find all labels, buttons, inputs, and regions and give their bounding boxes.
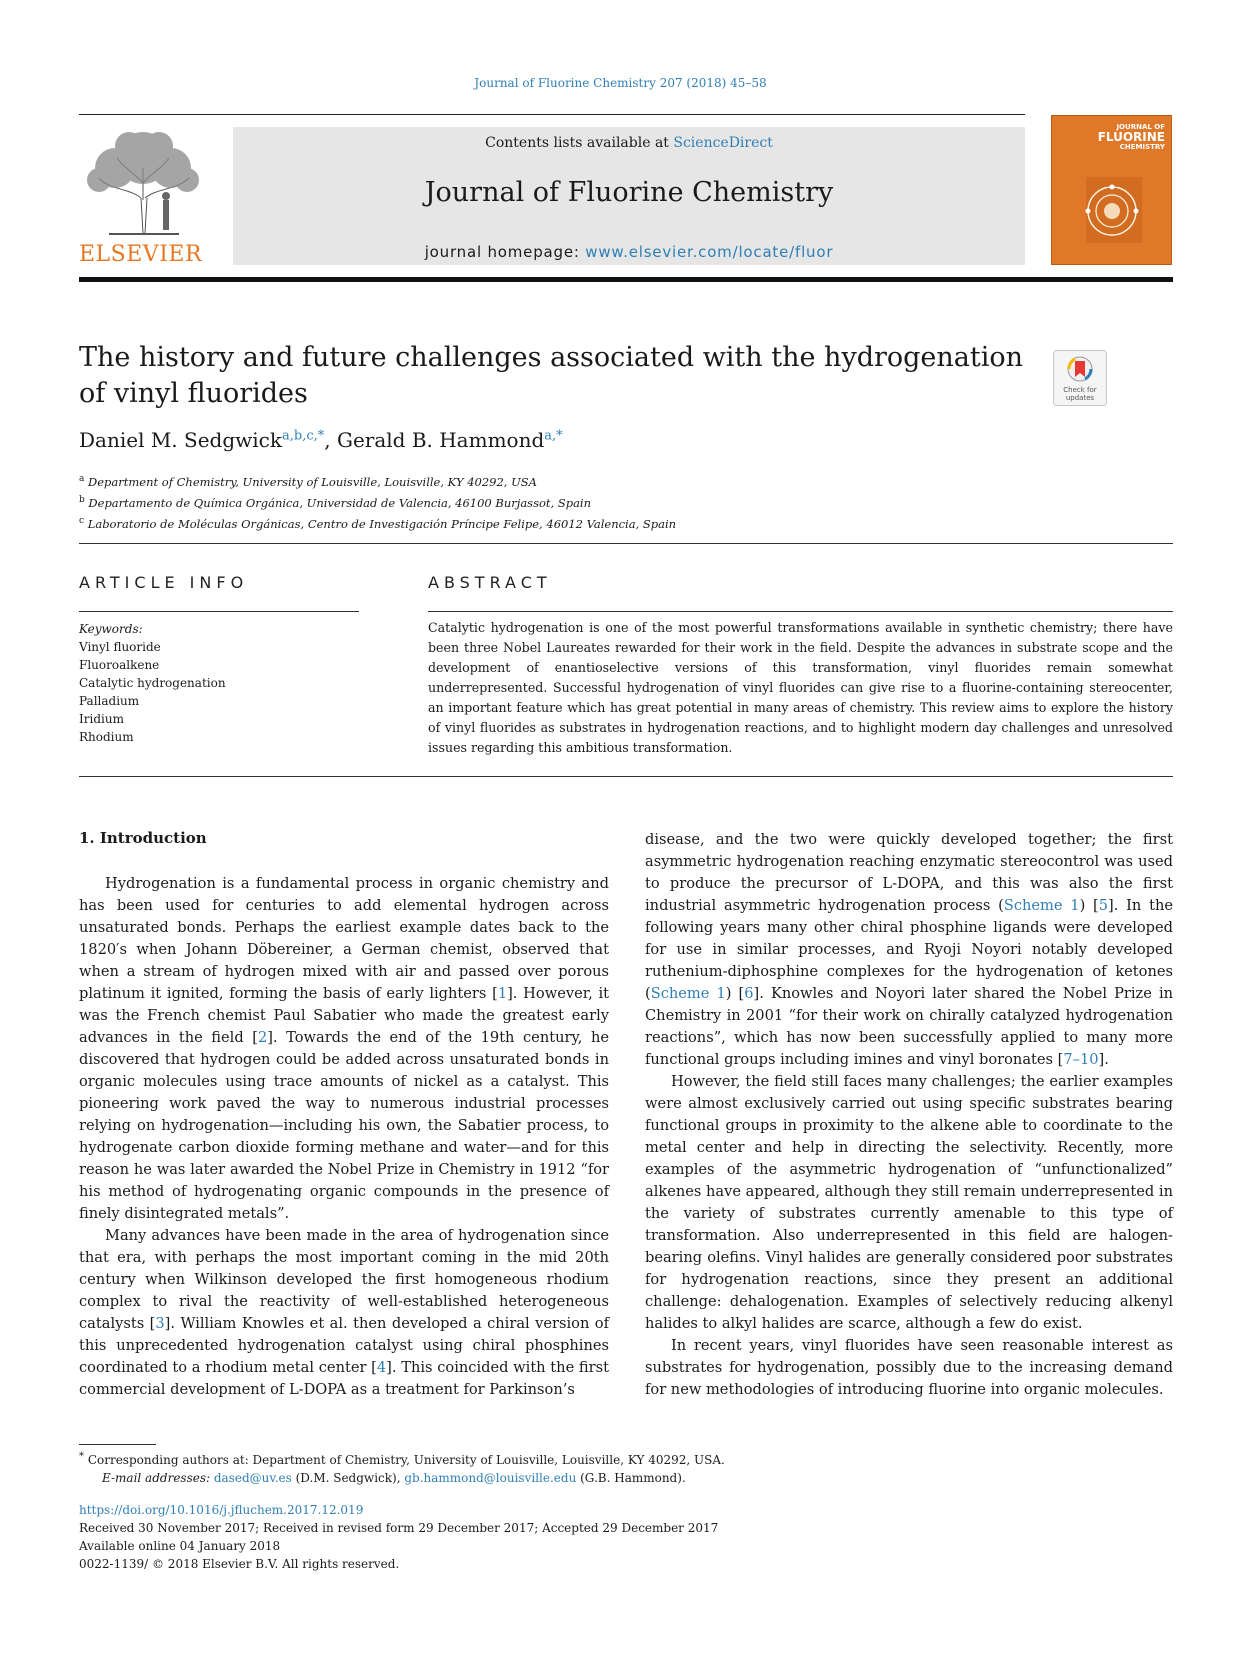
abstract-text: Catalytic hydrogenation is one of the most powerful transformations available in synthetic chemistry; there have been three Nobel Laureates rewarded for their work in the field. Despite the advances in substrate scope and the development of enantioselective versions of this transformation, vinyl fluorides remain somewhat underrepresented. Successful hydrogenation of vinyl fluorides can give rise to a fluorine-containing stereocenter, an important feature which has great potential in many areas of chemistry. This review aims to explore the history of vinyl fluorides as substrates in hydrogenation reactions, and to highlight modern day challenges and unresolved issues regarding this ambitious transformation.	[428, 620, 1173, 755]
abstract-bottom-rule	[79, 776, 1173, 777]
footnote-rule	[79, 1444, 156, 1445]
check-for-updates-button[interactable]	[1053, 350, 1107, 406]
contents-line	[233, 135, 1025, 151]
article-info-heading: ARTICLE INFO	[79, 573, 249, 592]
publication-info	[79, 1501, 718, 1573]
body-column-left	[79, 873, 609, 1401]
journal-cover[interactable]	[1051, 115, 1172, 265]
reference-link[interactable]: 5	[1098, 897, 1109, 914]
affiliation-item: $^b$ Departamento de Química Orgánica, Universidad de Valencia, 46100 Burjassot, Spain	[79, 494, 592, 510]
keyword-item: Catalytic hydrogenation	[79, 676, 226, 690]
reference-link[interactable]: 2	[257, 1029, 268, 1046]
homepage-link[interactable]: www.elsevier.com/locate/fluor	[585, 243, 834, 261]
scheme-link[interactable]: Scheme 1	[650, 985, 726, 1002]
email-link[interactable]: dased@uv.es	[213, 1471, 292, 1485]
affiliation-item: $^a$ Department of Chemistry, University of Louisville, Louisville, KY 40292, USA	[79, 474, 537, 489]
journal-citation-link[interactable]: Journal of Fluorine Chemistry 207 (2018) 45–58	[474, 76, 767, 90]
contents-prefix: Contents lists available at	[485, 135, 674, 151]
cover-title-line-2: FLUORINE	[1097, 130, 1165, 145]
email-addresses: E-mail addresses: dased@uv.es (D.M. Sedgwick), gb.hammond@louisville.edu (G.B. Hammond).	[102, 1471, 686, 1485]
keyword-item: Palladium	[79, 694, 140, 708]
paragraph: disease, and the two were quickly developed together; the first asymmetric hydrogenation reaching enzymatic stereocontrol was used to produce the precursor of L-DOPA, and this was also the first industrial asymmetric hydrogenation process (Scheme 1) [5]. In the following years many other chiral phosphine ligands were developed for use in similar processes, and Ryoji Noyori notably developed ruthenium-diphosphine complexes for the hydrogenation of ketones (Scheme 1) [6]. Knowles and Noyori later shared the Nobel Prize in Chemistry in 2001 “for their work on chirally catalyzed hydrogenation reactions”, which has now been successfully applied to many more functional groups including imines and vinyl boronates [7–10].	[645, 831, 1174, 1068]
body-column-right	[645, 829, 1173, 1401]
abstract-heading: ABSTRACT	[428, 573, 552, 592]
footnotes	[79, 1448, 725, 1487]
sciencedirect-link[interactable]: ScienceDirect	[673, 135, 773, 151]
affiliation-item: $^c$ Laboratorio de Moléculas Orgánicas, Centro de Investigación Príncipe Felipe, 46012 Valencia, Spain	[79, 515, 677, 531]
article-info-rule	[79, 611, 359, 612]
author-affiliation-marks[interactable]: a,b,c,*	[282, 428, 325, 444]
introduction-heading: 1. Introduction	[79, 829, 207, 847]
cover-title-line-3: CHEMISTRY	[1119, 142, 1165, 151]
author-affiliation-marks[interactable]: a,*	[544, 428, 563, 444]
paragraph: Hydrogenation is a fundamental process in organic chemistry and has been used for centuries to add elemental hydrogen across unsaturated bonds. Perhaps the earliest example dates back to the 1820′s when Johann Döbereiner, a German chemist, observed that when a stream of hydrogen mixed with air and passed over porous platinum it ignited, forming the basis of early lighters [1]. However, it was the French chemist Paul Sabatier who made the greatest early advances in the field [2]. Towards the end of the 19th century, he discovered that hydrogen could be added across unsaturated bonds in organic molecules using trace amounts of nickel as a catalyst. This pioneering work paved the way to numerous industrial processes relying on hydrogenation—including his own, the Sabatier process, to hydrogenate carbon dioxide forming methane and water—and for this reason he was later awarded the Nobel Prize in Chemistry in 1912 “for his method of hydrogenating organic compounds in the presence of finely disintegrated metals”.	[79, 875, 609, 1222]
email-link[interactable]: gb.hammond@louisville.edu	[404, 1471, 577, 1485]
journal-masthead	[233, 127, 1025, 265]
journal-title: Journal of Fluorine Chemistry	[424, 177, 834, 208]
homepage-prefix: journal homepage:	[424, 243, 586, 261]
keyword-item: Iridium	[79, 712, 124, 726]
reference-link[interactable]: 7–10	[1063, 1051, 1099, 1068]
reference-link[interactable]: 1	[497, 985, 508, 1002]
scheme-link[interactable]: Scheme 1	[1003, 897, 1080, 914]
doi-link[interactable]: https://doi.org/10.1016/j.jfluchem.2017.12.019	[79, 1503, 364, 1517]
copyright: 0022-1139/ © 2018 Elsevier B.V. All rights reserved.	[79, 1557, 400, 1571]
author-name: Gerald B. Hammond	[336, 428, 545, 452]
bookmark-icon	[1065, 355, 1095, 385]
abstract-rule	[428, 611, 1173, 612]
cover-title-line-1: JOURNAL OF	[1116, 123, 1165, 131]
homepage-line	[233, 243, 1025, 261]
check-for-updates-label: Check for updates	[1063, 386, 1097, 402]
received-dates: Received 30 November 2017; Received in revised form 29 December 2017; Accepted 29 December 2017	[79, 1521, 719, 1535]
keyword-item: Fluoroalkene	[79, 658, 160, 672]
header-thick-rule	[79, 277, 1173, 282]
author-list: Daniel M. Sedgwick$^{a,b,c,*}$, Gerald B. Hammond$^{a,*}$	[79, 428, 563, 452]
article-title: The history and future challenges associated with the hydrogenation of vinyl fluorides	[79, 342, 1024, 409]
header-rule	[79, 114, 1025, 115]
elsevier-wordmark: ELSEVIER	[79, 242, 203, 267]
elsevier-logo	[79, 128, 207, 268]
affiliations	[79, 470, 676, 532]
author-name: Daniel M. Sedgwick	[79, 428, 282, 452]
elsevier-tree-icon	[79, 128, 207, 238]
paragraph: However, the field still faces many challenges; the earlier examples were almost exclusively carried out using specific substrates bearing functional groups in proximity to the alkene able to coordinate to the metal center and help in directing the selectivity. Recently, more examples of the asymmetric hydrogenation of “unfunctionalized” alkenes have appeared, although they still remain underrepresented in the variety of substrates currently amenable to this type of transformation. Also underrepresented in this field are halogen-bearing olefins. Vinyl halides are generally considered poor substrates for hydrogenation reactions, since they present an additional challenge: dehalogenation. Examples of selectively reducing alkenyl halides to alkyl halides are scarce, although a few do exist.	[645, 1073, 1173, 1332]
keyword-item: Vinyl fluoride	[79, 640, 161, 654]
keywords-label: Keywords:	[79, 622, 143, 636]
paragraph: Many advances have been made in the area of hydrogenation since that era, with perhaps the most important coming in the mid 20th century when Wilkinson developed the first homogeneous rhodium complex to rival the reactivity of well-established heterogeneous catalysts [3]. William Knowles et al. then developed a chiral version of this unprecedented hydrogenation catalyst using chiral phosphines coordinated to a rhodium metal center [4]. This coincided with the first commercial development of L-DOPA as a treatment for Parkinson’s	[79, 1227, 609, 1398]
corresponding-author-note: * Corresponding authors at: Department of Chemistry, University of Louisville, Louisville, KY 40292, USA.	[79, 1451, 725, 1467]
atom-icon	[1064, 171, 1160, 251]
reference-link[interactable]: 6	[744, 985, 754, 1002]
reference-link[interactable]: 4	[376, 1359, 387, 1376]
reference-link[interactable]: 3	[155, 1315, 165, 1332]
paragraph: In recent years, vinyl fluorides have seen reasonable interest as substrates for hydrogenation, possibly due to the increasing demand for new methodologies of introducing fluorine into organic molecules.	[645, 1337, 1173, 1398]
keywords-list	[79, 620, 226, 746]
keyword-item: Rhodium	[79, 730, 134, 744]
cover-title	[1085, 124, 1165, 151]
section-rule	[79, 543, 1173, 544]
available-online: Available online 04 January 2018	[79, 1539, 281, 1553]
